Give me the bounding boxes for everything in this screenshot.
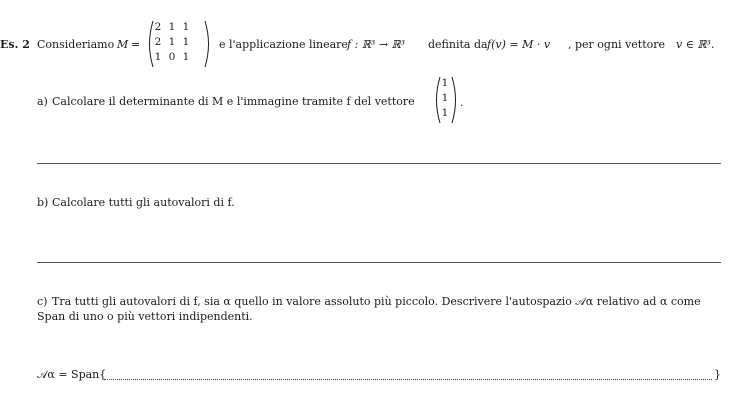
span-suffix: } — [714, 368, 721, 381]
matrix-cell: 1 — [182, 36, 190, 48]
part-a-period: . — [460, 96, 464, 109]
part-c-line2: Span di uno o più vettori indipendenti. — [37, 310, 253, 323]
matrix-cell: 1 — [168, 21, 176, 33]
part-b-label: b) — [37, 196, 49, 209]
part-a-label: a) — [37, 95, 48, 108]
vector-cell: 1 — [441, 92, 449, 104]
equals-sign: = — [131, 38, 141, 51]
answer-line-b[interactable] — [37, 262, 721, 263]
matrix-cell: 2 — [154, 36, 162, 48]
part-c-line1: Tra tutti gli autovalori di f, sia α quello in valore assoluto più piccolo. Descrivere l'autospazio 𝒜α relativo ad α come — [52, 295, 701, 308]
answer-line-a[interactable] — [37, 163, 721, 164]
vector-right-paren — [450, 76, 460, 124]
matrix-cell: 1 — [154, 51, 162, 63]
matrix-cell: 1 — [168, 36, 176, 48]
part-a-text: Calcolare il determinante di M e l'immagine tramite f del vettore — [52, 95, 415, 108]
vector-cell: 1 — [441, 77, 449, 89]
part-c-label: c) — [37, 295, 48, 308]
matrix-name: M — [117, 38, 129, 51]
matrix-cell: 1 — [182, 51, 190, 63]
span-prefix: 𝒜α = Span{ — [37, 368, 107, 381]
matrix-cell: 2 — [154, 21, 162, 33]
domain-text: v ∈ ℝ³. — [676, 38, 715, 51]
definita-text: definita da — [428, 38, 488, 51]
exercise-number: Es. 2 — [0, 38, 30, 51]
part-b-text: Calcolare tutti gli autovalori di f. — [52, 196, 235, 209]
matrix-right-paren — [203, 20, 213, 68]
vector-cell: 1 — [441, 107, 449, 119]
matrix-cell: 1 — [182, 21, 190, 33]
matrix-cell: 0 — [168, 51, 176, 63]
formula: f(v) = M · v — [487, 38, 551, 51]
per-ogni-text: , per ogni vettore — [568, 38, 666, 51]
map-text: e l'applicazione lineare — [219, 38, 348, 51]
intro-text: Consideriamo — [37, 38, 115, 51]
span-answer-field[interactable] — [104, 368, 712, 380]
map-symbol: f : ℝ³ → ℝ³ — [347, 38, 406, 51]
